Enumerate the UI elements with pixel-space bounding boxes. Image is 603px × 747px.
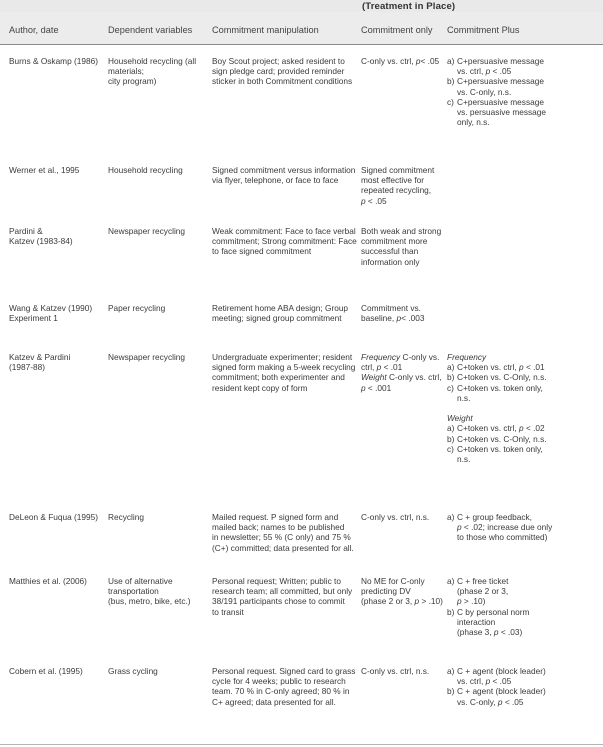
cell-line: Signed commitment — [361, 165, 435, 175]
list-item-text: vs. C-only, p < .05 — [457, 696, 524, 707]
list-item-text: C + agent (block leader) — [457, 686, 546, 697]
list-item-label: b) — [447, 372, 455, 383]
cell-line: C-only vs. ctrl, n.s. — [361, 512, 430, 522]
spacer — [447, 403, 597, 413]
column-header-commitment-only: Commitment only — [361, 25, 433, 35]
list-item-line — [447, 444, 597, 454]
cell-line: commitment; both experimenter and — [212, 372, 345, 383]
cell-line: predicting DV — [361, 586, 411, 597]
commitment-plus-cell — [447, 512, 597, 543]
column-header-dependent-variables: Dependent variables — [108, 25, 193, 35]
bottom-rule — [0, 744, 603, 745]
dependent-variables-cell — [108, 303, 206, 313]
list-item-line — [447, 423, 597, 433]
list-item-line — [447, 383, 597, 393]
cell-line: Cobern et al. (1995) — [9, 666, 83, 676]
cell-line: Recycling — [108, 512, 144, 522]
cell-line: cycle for 4 weeks; public to research — [212, 676, 346, 687]
cell-line: Katzev & Pardini — [9, 352, 71, 362]
list-item-text: vs. C-only, n.s. — [457, 86, 512, 97]
cell-line: Werner et al., 1995 — [9, 165, 80, 175]
list-item-line — [447, 454, 597, 464]
cell-line: (bus, metro, bike, etc.) — [108, 596, 191, 607]
list-item-text: vs. persuasive message — [457, 107, 547, 118]
author-cell — [9, 352, 101, 372]
list-item-line — [447, 56, 597, 66]
list-item-line — [447, 434, 597, 444]
cell-line: commitment more — [361, 236, 428, 247]
list-item-text: C+token vs. C-Only, n.s. — [457, 372, 547, 383]
cell-line: (1987-88) — [9, 362, 45, 373]
list-item-text: p < .02; increase due only — [457, 522, 553, 533]
commitment-plus-cell — [447, 56, 597, 127]
group-header-band — [0, 0, 603, 12]
list-item-text: C+token vs. C-Only, n.s. — [457, 433, 547, 444]
list-item-line — [447, 586, 597, 596]
commitment-only-cell — [361, 666, 445, 676]
list-item-text: (phase 3, p < .03) — [457, 627, 523, 638]
list-item-line — [447, 512, 597, 522]
list-item-text: C+token vs. token only, — [457, 382, 543, 393]
cell-line: Matthies et al. (2006) — [9, 576, 87, 586]
list-item-line — [447, 676, 597, 686]
commitment-only-cell — [361, 303, 445, 323]
list-item-label: c) — [447, 443, 454, 454]
list-item-label: c) — [447, 382, 454, 393]
cell-line: (C+) committed; data presented for all. — [212, 542, 354, 553]
dependent-variables-cell — [108, 512, 206, 522]
commitment-manipulation-cell — [212, 352, 358, 393]
cell-line: repeated recycling, — [361, 185, 432, 196]
list-item-text: C+token vs. token only, — [457, 443, 543, 454]
list-item-line — [447, 117, 597, 127]
cell-line: to face signed commitment — [212, 246, 312, 257]
list-item-line — [447, 617, 597, 627]
table-header — [0, 12, 603, 45]
cell-line: Retirement home ABA design; Group — [212, 303, 349, 313]
commitment-only-cell — [361, 226, 445, 267]
cell-line: Both weak and strong — [361, 226, 442, 236]
cell-line: Burns & Oskamp (1986) — [9, 56, 98, 66]
cell-line: Commitment vs. — [361, 303, 421, 313]
list-item-line — [447, 372, 597, 382]
list-item-line — [447, 66, 597, 76]
commitment-plus-cell — [447, 352, 597, 464]
cell-line: (phase 2 or 3, p > .10) — [361, 596, 443, 607]
group-title: Frequency — [447, 352, 487, 362]
list-item-line — [447, 697, 597, 707]
cell-line: Personal request. Signed card to grass — [212, 666, 356, 676]
author-cell — [9, 226, 101, 246]
list-item-line — [447, 607, 597, 617]
commitment-manipulation-cell — [212, 165, 358, 185]
list-item-text: C+token vs. ctrl, p < .02 — [457, 423, 545, 434]
author-cell — [9, 165, 101, 175]
list-item-label: b) — [447, 686, 455, 697]
list-item-line — [447, 393, 597, 403]
commitment-only-cell — [361, 56, 445, 66]
cell-line: Newspaper recycling — [108, 226, 186, 236]
list-item-line — [447, 596, 597, 606]
cell-line: p < .05 — [361, 195, 387, 206]
list-item-text: vs. ctrl, p < .05 — [457, 66, 512, 77]
commitment-manipulation-cell — [212, 576, 358, 617]
list-item-text: C + agent (block leader) — [457, 666, 546, 676]
cell-line: team. 70 % in C-only agreed; 80 % in — [212, 686, 350, 697]
column-header-commitment-manipulation: Commitment manipulation — [212, 25, 319, 35]
cell-line: via flyer, telephone, or face to face — [212, 175, 339, 186]
dependent-variables-cell — [108, 226, 206, 236]
author-cell — [9, 56, 101, 66]
cell-line: to transit — [212, 606, 244, 617]
list-item-text: interaction — [457, 616, 496, 627]
cell-line: most effective for — [361, 175, 425, 186]
list-item-label: c) — [447, 96, 454, 107]
cell-line: Boy Scout project; asked resident to — [212, 56, 345, 66]
cell-line: Pardini & — [9, 226, 43, 236]
list-item-text: C+token vs. ctrl, p < .01 — [457, 362, 545, 373]
list-item-text: C + group feedback, — [457, 512, 532, 522]
list-item-label: a) — [447, 512, 455, 522]
column-header-commitment-plus: Commitment Plus — [447, 25, 520, 35]
dependent-variables-cell — [108, 56, 206, 87]
cell-line: signed form making a 5-week recycling — [212, 362, 356, 373]
list-item-text: (phase 2 or 3, — [457, 586, 509, 597]
commitment-only-cell — [361, 165, 445, 206]
list-item-label: b) — [447, 433, 455, 444]
cell-line: Undergraduate experimenter; resident — [212, 352, 353, 362]
list-item-text: p > .10) — [457, 596, 486, 607]
author-cell — [9, 576, 101, 586]
column-header-author: Author, date — [9, 25, 59, 35]
cell-line: ctrl, p < .01 — [361, 362, 403, 373]
cell-line: city program) — [108, 76, 157, 87]
cell-line: resident kept copy of form — [212, 382, 308, 393]
author-cell — [9, 666, 101, 676]
author-cell — [9, 303, 101, 323]
list-item-label: a) — [447, 56, 455, 66]
list-item-text: C by personal norm — [457, 606, 530, 617]
cell-line: baseline, p< .003 — [361, 313, 425, 324]
cell-line: transportation — [108, 586, 159, 597]
list-item-text: C + free ticket — [457, 576, 509, 586]
group-header: (Treatment in Place) — [362, 1, 456, 12]
list-item-label: b) — [447, 606, 455, 617]
list-item-text: vs. ctrl, p < .05 — [457, 676, 512, 687]
cell-line: C-only vs. ctrl, n.s. — [361, 666, 430, 676]
list-item-text: to those who committed) — [457, 532, 548, 543]
cell-line: Household recycling (all — [108, 56, 197, 66]
cell-line: commitment; Strong commitment: Face — [212, 236, 357, 247]
dependent-variables-cell — [108, 352, 206, 362]
commitment-only-cell — [361, 576, 445, 607]
cell-line: Wang & Katzev (1990) — [9, 303, 93, 313]
list-item-text: C+persuasive message — [457, 56, 544, 66]
cell-line: meeting; signed group commitment — [212, 313, 342, 324]
list-item-text: n.s. — [457, 392, 471, 403]
commitment-only-cell — [361, 512, 445, 522]
cell-line: 38/191 participants chose to commit — [212, 596, 345, 607]
list-item-line — [447, 107, 597, 117]
list-item-text: only, n.s. — [457, 117, 490, 128]
list-item-label: a) — [447, 423, 455, 434]
list-item-text: C+persuasive message — [457, 76, 544, 87]
commitment-manipulation-cell — [212, 226, 358, 257]
commitment-manipulation-cell — [212, 666, 358, 707]
list-item-line — [447, 362, 597, 372]
cell-line: information only — [361, 256, 420, 267]
cell-line: p < .001 — [361, 382, 392, 393]
commitment-manipulation-cell — [212, 303, 358, 323]
cell-line: Grass cycling — [108, 666, 158, 676]
cell-line: Signed commitment versus information — [212, 165, 356, 175]
dependent-variables-cell — [108, 165, 206, 175]
cell-line: sign pledge card; provided reminder — [212, 66, 345, 77]
dependent-variables-cell — [108, 576, 206, 607]
commitment-manipulation-cell — [212, 512, 358, 553]
author-cell — [9, 512, 101, 522]
cell-line: Frequency C-only vs. — [361, 352, 440, 362]
cell-line: materials; — [108, 66, 144, 77]
cell-line: Weak commitment: Face to face verbal — [212, 226, 356, 236]
list-item-line — [447, 76, 597, 86]
group-title: Weight — [447, 413, 473, 424]
list-item-line — [447, 686, 597, 696]
cell-line: Experiment 1 — [9, 313, 58, 324]
cell-line: Use of alternative — [108, 576, 173, 586]
list-item-line — [447, 627, 597, 637]
cell-line: Paper recycling — [108, 303, 166, 313]
cell-line: DeLeon & Fuqua (1995) — [9, 512, 99, 522]
list-item-label: b) — [447, 76, 455, 87]
cell-line: C-only vs. ctrl, p< .05 — [361, 56, 440, 66]
cell-line: Personal request; Written; public to — [212, 576, 341, 586]
cell-line: sticker in both Commitment conditions — [212, 76, 353, 87]
list-item-line — [447, 87, 597, 97]
cell-line: No ME for C-only — [361, 576, 425, 586]
list-item-line — [447, 532, 597, 542]
list-item-line — [447, 522, 597, 532]
list-item-text: C+persuasive message — [457, 96, 544, 107]
cell-line: successful than — [361, 246, 419, 257]
list-item-line — [447, 576, 597, 586]
cell-line: mailed back; names to be published — [212, 522, 345, 533]
cell-line: in newsletter; 55 % (C only) and 75 % — [212, 532, 351, 543]
cell-line: Weight C-only vs. ctrl, — [361, 372, 442, 383]
cell-line: research team; all committed, but only — [212, 586, 353, 597]
cell-line: Newspaper recycling — [108, 352, 186, 362]
commitment-plus-cell — [447, 576, 597, 637]
dependent-variables-cell — [108, 666, 206, 676]
cell-line: Household recycling — [108, 165, 183, 175]
commitment-only-cell — [361, 352, 445, 393]
list-item-label: a) — [447, 576, 455, 586]
commitment-manipulation-cell — [212, 56, 358, 87]
list-item-line — [447, 666, 597, 676]
commitment-plus-cell — [447, 666, 597, 707]
cell-line: Katzev (1983-84) — [9, 236, 73, 247]
list-item-text: n.s. — [457, 454, 471, 465]
list-item-label: a) — [447, 666, 455, 676]
list-item-line — [447, 97, 597, 107]
cell-line: C+ agreed; data presented for all. — [212, 696, 336, 707]
cell-line: Mailed request. P signed form and — [212, 512, 339, 522]
list-item-label: a) — [447, 362, 455, 373]
